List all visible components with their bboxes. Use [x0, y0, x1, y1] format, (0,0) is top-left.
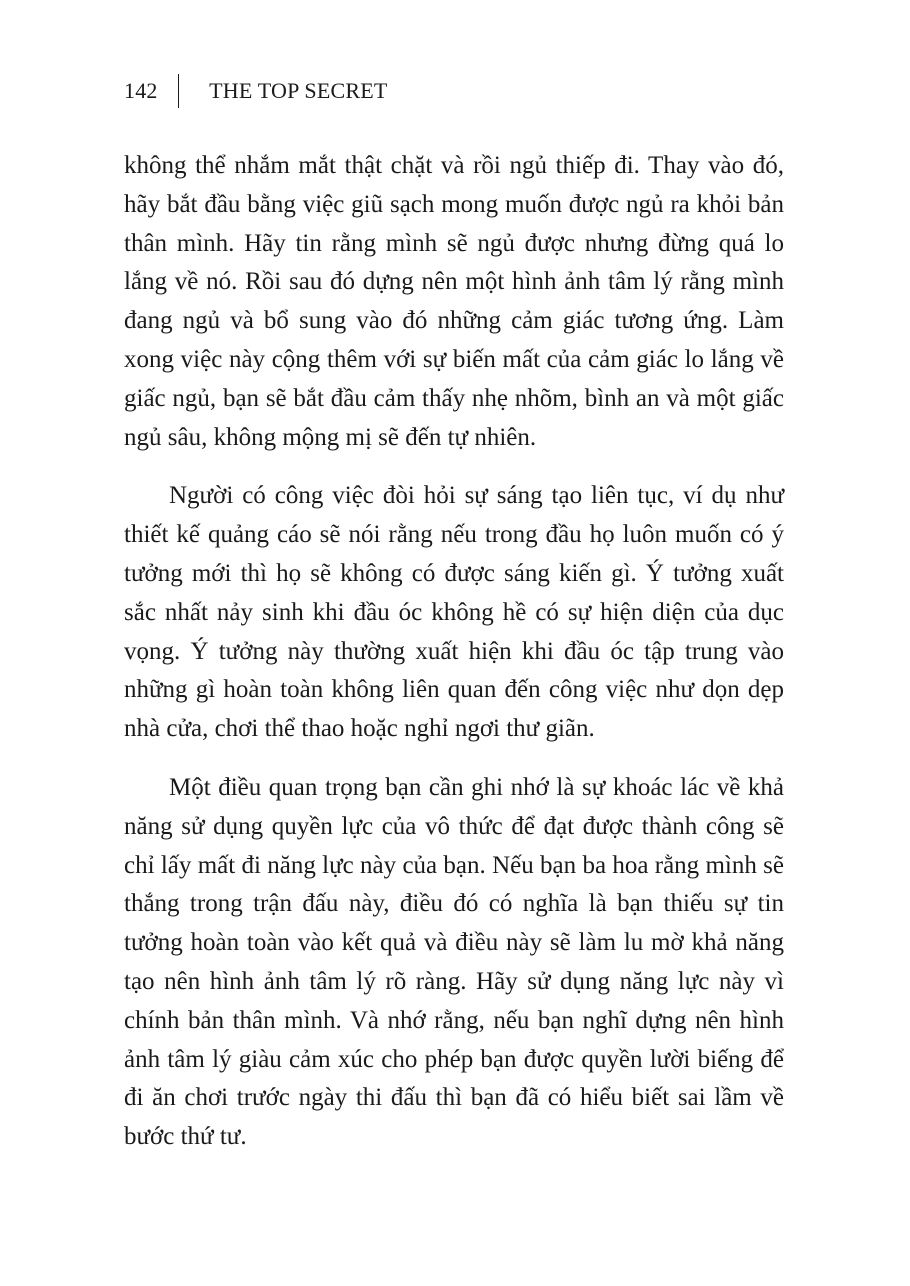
page-number: 142	[124, 78, 158, 103]
page-header	[124, 74, 388, 108]
body-text	[124, 147, 784, 1177]
paragraph-boasting: Một điều quan trọng bạn cần ghi nhớ là sự khoác lác về khả năng sử dụng quyền lực của vô thức để đạt được thành công sẽ chỉ lấy mất đi năng lực này của bạn. Nếu bạn ba hoa rằng mình sẽ thắng trong trận đấu này, điều đó có nghĩa là bạn thiếu sự tin tưởng hoàn toàn vào kết quả và điều này sẽ làm lu mờ khả năng tạo nên hình ảnh tâm lý rõ ràng. Hãy sử dụng năng lực này vì chính bản thân mình. Và nhớ rằng, nếu bạn nghĩ dựng nên hình ảnh tâm lý giàu cảm xúc cho phép bạn được quyền lười biếng để đi ăn chơi trước ngày thi đấu thì bạn đã có hiểu biết sai lầm về bước thứ tư.	[124, 773, 784, 1151]
running-title: THE TOP SECRET	[209, 78, 388, 103]
paragraph-creative-work: Người có công việc đòi hỏi sự sáng tạo liên tục, ví dụ như thiết kế quảng cáo sẽ nói rằng nếu trong đầu họ luôn muốn có ý tưởng mới thì họ sẽ không có được sáng kiến gì. Ý tưởng xuất sắc nhất nảy sinh khi đầu óc không hề có sự hiện diện của dục vọng. Ý tưởng này thường xuất hiện khi đầu óc tập trung vào những gì hoàn toàn không liên quan đến công việc như dọn dẹp nhà cửa, chơi thể thao hoặc nghỉ ngơi thư giãn.	[124, 482, 784, 743]
header-divider	[178, 74, 180, 108]
paragraph-continued: không thể nhắm mắt thật chặt và rồi ngủ thiếp đi. Thay vào đó, hãy bắt đầu bằng việc giũ sạch mong muốn được ngủ ra khỏi bản thân mình. Hãy tin rằng mình sẽ ngủ được nhưng đừng quá lo lắng về nó. Rồi sau đó dựng nên một hình ảnh tâm lý rằng mình đang ngủ và bổ sung vào đó những cảm giác tương ứng. Làm xong việc này cộng thêm với sự biến mất của cảm giác lo lắng về giấc ngủ, bạn sẽ bắt đầu cảm thấy nhẹ nhõm, bình an và một giấc ngủ sâu, không mộng mị sẽ đến tự nhiên.	[124, 152, 784, 451]
